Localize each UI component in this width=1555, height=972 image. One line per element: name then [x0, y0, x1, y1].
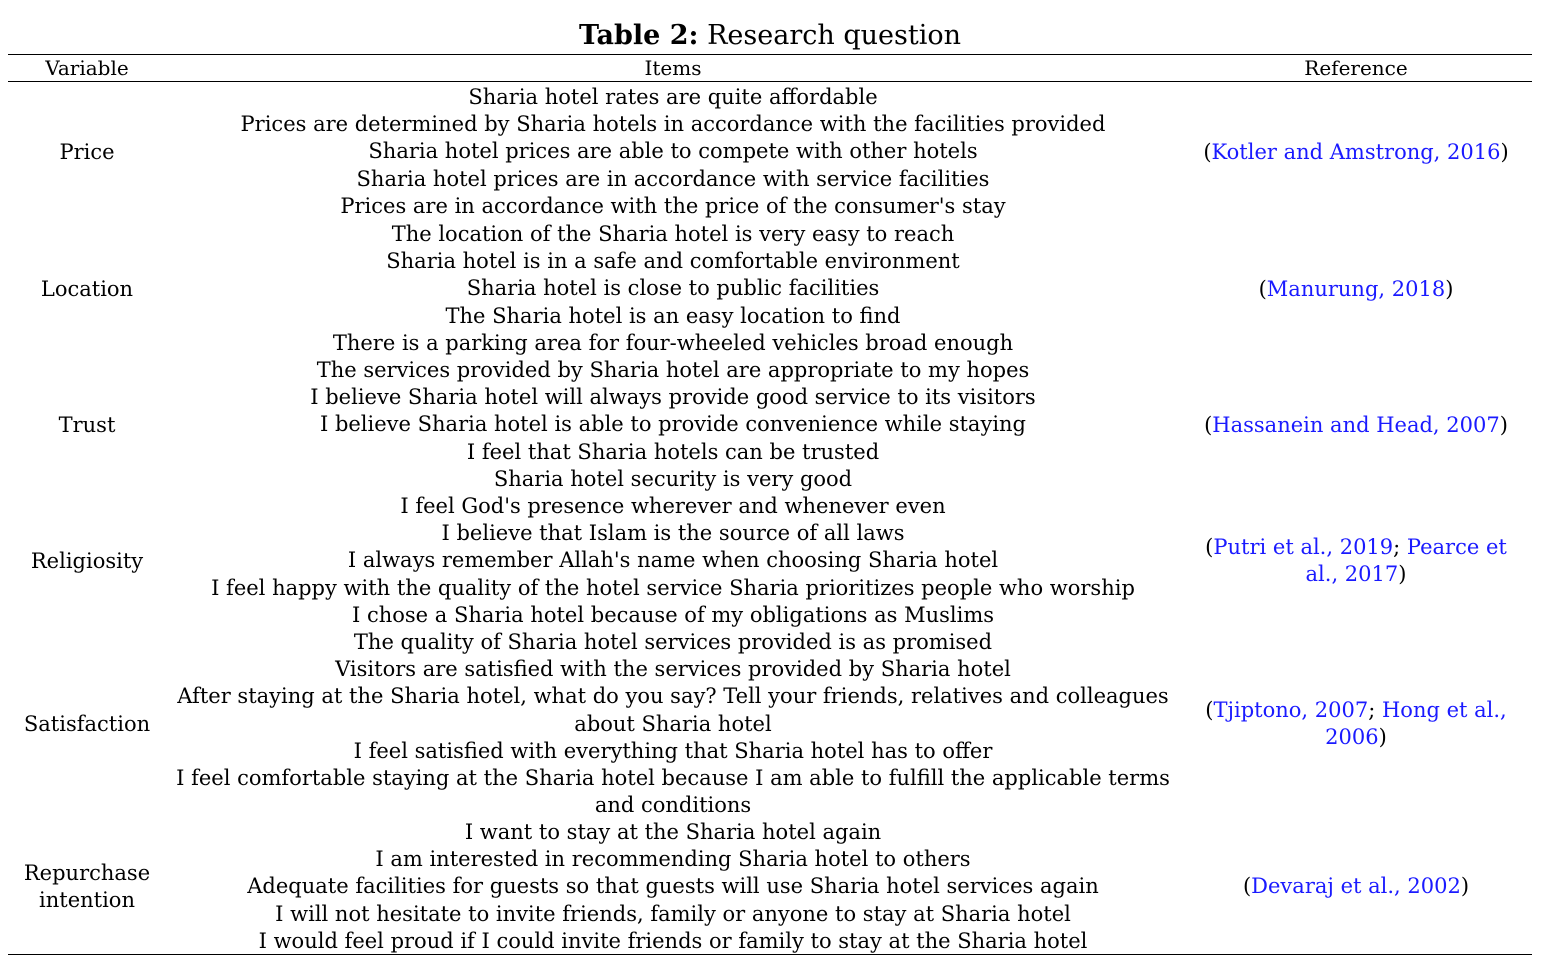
variable-label: Location — [40, 276, 134, 301]
item-text: I feel happy with the quality of the hotel service Sharia prioritizes people who worship — [211, 575, 1135, 600]
item-text: Adequate facilities for guests so that guests will use Sharia hotel services again — [247, 874, 1099, 899]
variable-label: Trust — [58, 412, 116, 437]
item-text: I would feel proud if I could invite friends or family to stay at the Sharia hotel — [258, 928, 1088, 953]
reference-text: (Devaraj et al., 2002) — [1242, 874, 1470, 898]
reference-cell — [1180, 493, 1532, 629]
table-caption-text: Research question — [707, 20, 961, 51]
items-cell — [166, 84, 1180, 220]
item-text: There is a parking area for four-wheeled vehicles broad enough — [332, 330, 1014, 355]
table-header-rule — [8, 81, 1532, 82]
reference-cell — [1180, 819, 1532, 954]
item-text: Prices are in accordance with the price of the consumer's stay — [340, 193, 1006, 218]
item-text: I chose a Sharia hotel because of my obligations as Muslims — [351, 602, 995, 627]
variable-label: Repurchase intention — [23, 860, 151, 912]
items-cell — [166, 221, 1180, 357]
item-text: I feel comfortable staying at the Sharia hotel because I am able to fulfill the applicable terms and conditions — [176, 766, 1170, 818]
citation-link[interactable]: Manurung, 2018 — [1266, 276, 1446, 301]
items-cell — [166, 629, 1180, 819]
citation-link[interactable]: Hassanein and Head, 2007 — [1212, 412, 1500, 437]
reference-cell — [1180, 629, 1532, 819]
table-row-group — [8, 819, 1532, 954]
items-cell — [166, 493, 1180, 629]
item-text: The location of the Sharia hotel is very easy to reach — [391, 222, 955, 246]
item-text: I feel God's presence wherever and whenever even — [400, 494, 946, 518]
table-caption-label: Table 2: — [579, 20, 699, 51]
item-text: The quality of Sharia hotel services provided is as promised — [353, 630, 993, 654]
reference-text: (Kotler and Amstrong, 2016) — [1203, 140, 1509, 164]
item-text: The Sharia hotel is an easy location to find — [445, 303, 901, 328]
citation-link[interactable]: Devaraj et al., 2002 — [1251, 874, 1461, 898]
header-items: Items — [644, 56, 702, 80]
table-bottom-rule — [8, 954, 1532, 955]
item-text: I am interested in recommending Sharia hotel to others — [375, 847, 971, 872]
reference-cell — [1180, 357, 1532, 493]
item-text: Sharia hotel is in a safe and comfortable environment — [386, 249, 960, 274]
table-row-group — [8, 84, 1532, 221]
table-caption — [0, 18, 1540, 54]
table-row-group — [8, 629, 1532, 819]
item-text: The services provided by Sharia hotel are appropriate to my hopes — [316, 358, 1030, 382]
reference-text: (Tjiptono, 2007; Hong et al., 2006) — [1205, 698, 1507, 749]
reference-text: (Manurung, 2018) — [1258, 276, 1454, 301]
variable-cell — [8, 357, 166, 493]
reference-cell — [1180, 221, 1532, 357]
variable-cell — [8, 819, 166, 954]
citation-link[interactable]: Tjiptono, 2007 — [1213, 698, 1369, 722]
reference-cell — [1180, 84, 1532, 221]
citation-link[interactable]: Kotler and Amstrong, 2016 — [1211, 140, 1501, 164]
item-text: Sharia hotel security is very good — [493, 466, 853, 491]
table-row-group — [8, 221, 1532, 357]
variable-label: Price — [59, 140, 115, 164]
variable-cell — [8, 84, 166, 221]
variable-cell — [8, 493, 166, 629]
item-text: I feel satisfied with everything that Sharia hotel has to offer — [353, 738, 993, 763]
table-row-group — [8, 357, 1532, 493]
item-text: Sharia hotel prices are in accordance with service facilities — [356, 166, 990, 191]
item-text: I believe Sharia hotel is able to provide convenience while staying — [319, 412, 1027, 437]
table-row-group — [8, 493, 1532, 629]
citation-link[interactable]: Pearce et al., 2017 — [1305, 535, 1507, 586]
variable-label: Satisfaction — [23, 711, 151, 736]
item-text: Visitors are satisfied with the services provided by Sharia hotel — [335, 657, 1011, 682]
item-text: Prices are determined by Sharia hotels in accordance with the facilities provided — [240, 112, 1106, 137]
item-text: I want to stay at the Sharia hotel again — [464, 820, 882, 844]
header-reference: Reference — [1304, 56, 1408, 80]
item-text: I believe that Islam is the source of all laws — [441, 521, 905, 546]
header-variable: Variable — [45, 56, 129, 80]
reference-text: (Hassanein and Head, 2007) — [1204, 412, 1508, 437]
variable-label: Religiosity — [30, 548, 144, 573]
item-text: Sharia hotel rates are quite affordable — [468, 85, 878, 109]
item-text: Sharia hotel is close to public facilities — [466, 276, 880, 301]
citation-link[interactable]: Hong et al., 2006 — [1325, 698, 1507, 749]
item-text: Sharia hotel prices are able to compete with other hotels — [368, 139, 978, 164]
item-text: I feel that Sharia hotels can be trusted — [466, 439, 880, 464]
variable-cell — [8, 629, 166, 819]
reference-text: (Putri et al., 2019; Pearce et al., 2017) — [1205, 535, 1507, 586]
item-text: After staying at the Sharia hotel, what do you say? Tell your friends, relatives and colleagues about Sharia hotel — [177, 684, 1169, 736]
items-cell — [166, 357, 1180, 493]
variable-cell — [8, 221, 166, 357]
citation-link[interactable]: Putri et al., 2019 — [1213, 535, 1394, 559]
item-text: I will not hesitate to invite friends, family or anyone to stay at Sharia hotel — [275, 901, 1071, 926]
item-text: I believe Sharia hotel will always provide good service to its visitors — [310, 385, 1036, 410]
items-cell — [166, 819, 1180, 955]
item-text: I always remember Allah's name when choosing Sharia hotel — [347, 548, 999, 573]
